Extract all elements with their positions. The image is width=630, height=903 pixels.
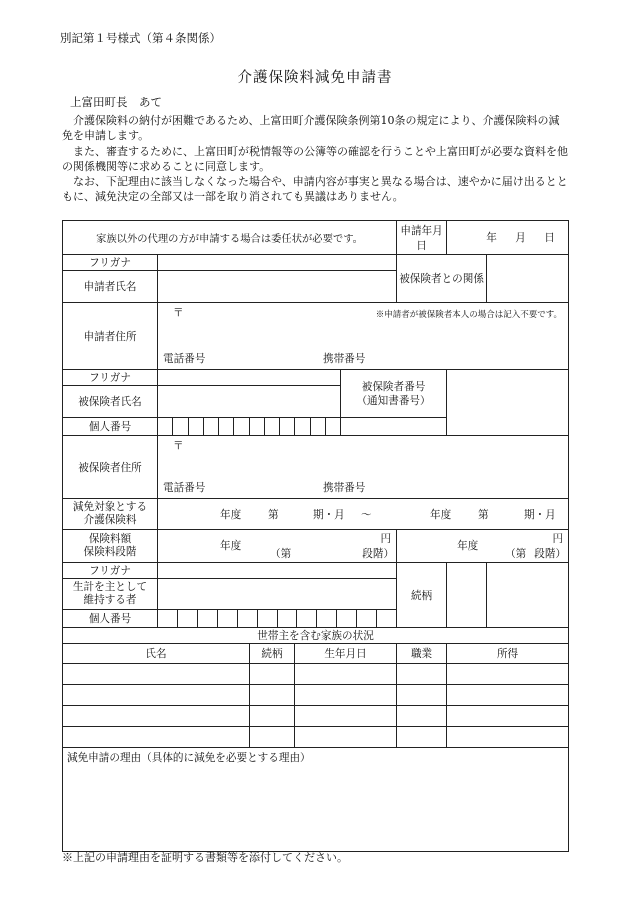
mobile-label: 携帯番号 [323,482,366,494]
declaration-paragraph: また、審査するために、上富田町が税情報等の公簿等の確認を行うことや上富田町が必要な資料を他の関係機関等に求めることに同意します。 [62,144,568,173]
family-name-cell[interactable] [63,664,250,685]
relation-field[interactable] [487,255,569,303]
applicant-note: ※申請者が被保険者本人の場合は記入不要です。 [375,310,563,320]
target-premium-label: 減免対象とする 介護保険料 [63,499,158,530]
family-birthdate-cell[interactable] [295,706,397,727]
form-reference: 別記第１号様式（第４条関係） [60,31,221,45]
insured-furigana-field[interactable] [158,370,341,386]
postal-mark: 〒 [173,307,184,319]
family-kinship-cell[interactable] [250,664,295,685]
tilde-label: ～ [361,509,372,521]
reason-label: 減免申請の理由（具体的に減免を必要とする理由） [67,752,311,764]
period-label: 期・月 [524,509,556,521]
phone-label: 電話番号 [163,482,206,494]
supporter-furigana-label: フリガナ [63,563,158,579]
applicant-address-field[interactable] [158,303,569,370]
family-birthdate-cell[interactable] [295,727,397,748]
family-kinship-cell[interactable] [250,685,295,706]
addressee: 上富田町長 あて [70,95,162,109]
family-kinship-cell[interactable] [250,727,295,748]
family-occupation-cell[interactable] [397,685,447,706]
kinship-label: 続柄 [397,563,447,628]
year-label: 年度 [220,509,242,521]
insured-my-number-label: 個人番号 [63,418,158,436]
relation-label: 被保険者との関係 [397,255,487,303]
declaration-paragraph: 介護保険料の納付が困難であるため、上富田町介護保険条例第10条の規定により、介護保険料の減免を申請します。 [62,114,560,143]
yen-label: 円 [380,533,392,545]
insured-furigana-label: フリガナ [63,370,158,386]
supporter-my-number-field[interactable] [158,610,397,628]
target-period-field[interactable] [158,499,569,530]
applicant-furigana-label: フリガナ [63,255,158,271]
premium-amount-field-1[interactable] [158,530,397,563]
month-label: 月 [515,232,526,244]
footer-note: ※上記の申請理由を証明する書類等を添付してください。 [62,851,348,864]
year-label: 年度 [457,540,479,552]
number-label: 第 [268,509,279,521]
declaration-paragraph: なお、下記理由に該当しなくなった場合や、申請内容が事実と異なる場合は、速やかに届け出るとともに、減免決定の全部又は一部を取り消されても異議はありません。 [62,175,568,204]
family-kinship-cell[interactable] [250,706,295,727]
family-name-cell[interactable] [63,727,250,748]
kinship-field[interactable] [447,563,487,628]
postal-mark: 〒 [173,440,184,452]
insured-address-label: 被保険者住所 [63,436,158,499]
insured-number-label: 被保険者番号 （通知書番号） [341,370,447,418]
family-income-cell[interactable] [447,706,569,727]
applicant-furigana-field[interactable] [158,255,397,271]
insured-name-label: 被保険者氏名 [63,386,158,418]
level-open-label: （第 [270,548,292,560]
premium-amount-label: 保険料額 保険料段階 [63,530,158,563]
proxy-note: 家族以外の代理の方が申請する場合は委任状が必要です。 [63,221,397,255]
application-date-field[interactable] [447,221,569,255]
family-name-cell[interactable] [63,706,250,727]
spacer [341,418,447,436]
declaration-text [62,113,568,205]
insured-my-number-field[interactable] [158,418,341,436]
yen-label: 円 [552,533,564,545]
phone-label: 電話番号 [163,353,206,365]
family-occupation-cell[interactable] [397,706,447,727]
family-col-birthdate: 生年月日 [295,644,397,664]
insured-name-field[interactable] [158,386,341,418]
level-close-label: 段階） [362,548,395,560]
application-form [62,220,569,852]
family-name-cell[interactable] [63,685,250,706]
family-income-cell[interactable] [447,664,569,685]
family-col-kinship: 続柄 [250,644,295,664]
family-birthdate-cell[interactable] [295,685,397,706]
supporter-name-label: 生計を主として 維持する者 [63,579,158,610]
family-income-cell[interactable] [447,727,569,748]
year-label: 年度 [220,540,242,552]
table-row [63,706,569,727]
family-occupation-cell[interactable] [397,664,447,685]
period-label: 期・月 [313,509,345,521]
table-row [63,685,569,706]
family-col-income: 所得 [447,644,569,664]
family-col-occupation: 職業 [397,644,447,664]
application-date-label: 申請年月日 [397,221,447,255]
family-income-cell[interactable] [447,685,569,706]
table-row [63,664,569,685]
insured-number-field[interactable] [447,370,569,436]
insured-address-field[interactable] [158,436,569,499]
supporter-name-field[interactable] [158,579,397,610]
year-label: 年 [486,232,497,244]
supporter-furigana-field[interactable] [158,563,397,579]
supporter-extra-field[interactable] [487,563,569,628]
level-open-label: （第 [505,548,527,560]
reason-field[interactable] [63,748,569,852]
applicant-name-label: 申請者氏名 [63,271,158,303]
day-label: 日 [544,232,555,244]
page-title: 介護保険料減免申請書 [237,70,393,86]
family-occupation-cell[interactable] [397,727,447,748]
table-row [63,727,569,748]
level-close-label: 段階） [534,548,567,560]
supporter-my-number-label: 個人番号 [63,610,158,628]
family-birthdate-cell[interactable] [295,664,397,685]
number-label: 第 [478,509,489,521]
premium-amount-field-2[interactable] [397,530,569,563]
family-section-header: 世帯主を含む家族の状況 [63,628,569,644]
applicant-name-field[interactable] [158,271,397,303]
applicant-address-label: 申請者住所 [63,303,158,370]
year-label: 年度 [430,509,452,521]
family-col-name: 氏名 [63,644,250,664]
mobile-label: 携帯番号 [323,353,366,365]
